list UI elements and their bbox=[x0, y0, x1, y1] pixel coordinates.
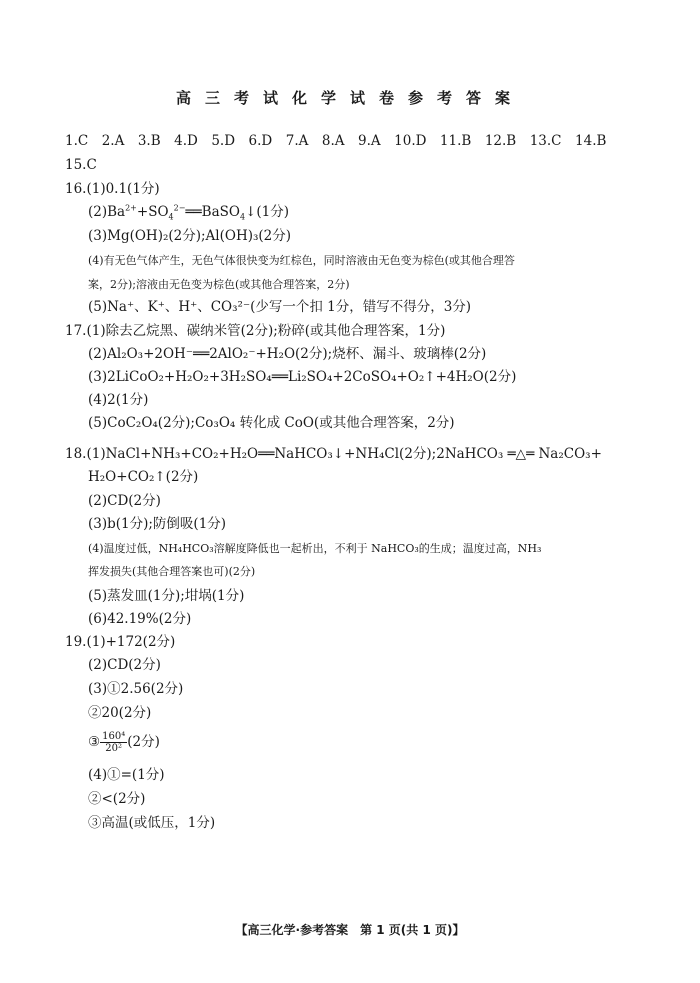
q16-part1: 16.(1)0.1(1分) bbox=[65, 181, 160, 197]
q18-part3: (3)b(1分);防倒吸(1分) bbox=[88, 516, 227, 532]
q16-part4-line1: (4)有无色气体产生，无色气体很快变为红棕色，同时溶液由无色变为棕色(或其他合理答 bbox=[88, 254, 515, 267]
q19-part1: 19.(1)+172(2分) bbox=[65, 634, 176, 650]
q17-part4: (4)2(1分) bbox=[88, 392, 149, 408]
q18-part6: (6)42.19%(2分) bbox=[88, 611, 192, 627]
q16-part3: (3)Mg(OH)₂(2分);Al(OH)₃(2分) bbox=[88, 228, 292, 244]
q17-part2: (2)Al₂O₃+2OH⁻══2AlO₂⁻+H₂O(2分);烧杯、漏斗、玻璃棒(2分) bbox=[88, 346, 487, 362]
q18-part4-line1: (4)温度过低，NH₄HCO₃溶解度降低也一起析出，不利于 NaHCO₃的生成；温度过高，NH₃ bbox=[88, 542, 542, 555]
q17-part3: (3)2LiCoO₂+H₂O₂+3H₂SO₄══Li₂SO₄+2CoSO₄+O₂↑+4H₂O(2分) bbox=[88, 369, 517, 385]
page-footer: 【高三化学·参考答案 第 1 页(共 1 页)】 bbox=[235, 923, 465, 937]
q19-part2: (2)CD(2分) bbox=[88, 657, 161, 673]
answers-row-1: 1.C 2.A 3.B 4.D 5.D 6.D 7.A 8.A 9.A 10.D 11.B 12.B 13.C 14.B bbox=[65, 133, 607, 149]
q18-part1-line1: 18.(1)NaCl+NH₃+CO₂+H₂O══NaHCO₃↓+NH₄Cl(2分);2NaHCO₃ ═△═ Na₂CO₃+ bbox=[65, 446, 602, 462]
q19-part4-1: (4)①=(1分) bbox=[88, 767, 165, 783]
q18-part4-line2: 挥发损失(其他合理答案也可)(2分) bbox=[88, 565, 256, 578]
q17-part1: 17.(1)除去乙烷黑、碳纳米管(2分);粉碎(或其他合理答案，1分) bbox=[65, 323, 446, 339]
answers-row-2: 15.C bbox=[65, 157, 97, 173]
q16-part5: (5)Na⁺、K⁺、H⁺、CO₃²⁻(少写一个扣 1分，错写不得分，3分) bbox=[88, 299, 472, 315]
page-title: 高三考试化学试卷参考答案 bbox=[175, 89, 524, 107]
q17-part5: (5)CoC₂O₄(2分);Co₃O₄ 转化成 CoO(或其他合理答案，2分) bbox=[88, 415, 455, 431]
q18-part1-line2: H₂O+CO₂↑(2分) bbox=[88, 469, 199, 485]
q19-part4-2: ②<(2分) bbox=[88, 791, 146, 807]
q18-part5: (5)蒸发皿(1分);坩埚(1分) bbox=[88, 588, 245, 604]
q16-part4-line2: 案，2分);溶液由无色变为棕色(或其他合理答案，2分) bbox=[88, 278, 350, 291]
q19-part4-3: ③高温(或低压，1分) bbox=[88, 815, 216, 831]
q18-part2: (2)CD(2分) bbox=[88, 493, 161, 509]
q19-part3-2: ②20(2分) bbox=[88, 705, 152, 721]
q16-part2: $(2)Ba^{2+}+SO_4^{2-}══BaSO_4↓(1$分) bbox=[88, 203, 289, 222]
fraction: $\frac{\text{160⁴}}{\text{20²}}$ bbox=[102, 731, 126, 754]
q19-part3-1: (3)①2.56(2分) bbox=[88, 681, 184, 697]
q19-part3-3: ③ $\frac{\text{160⁴}}{\text{20²}}$ (2分) bbox=[88, 731, 160, 754]
